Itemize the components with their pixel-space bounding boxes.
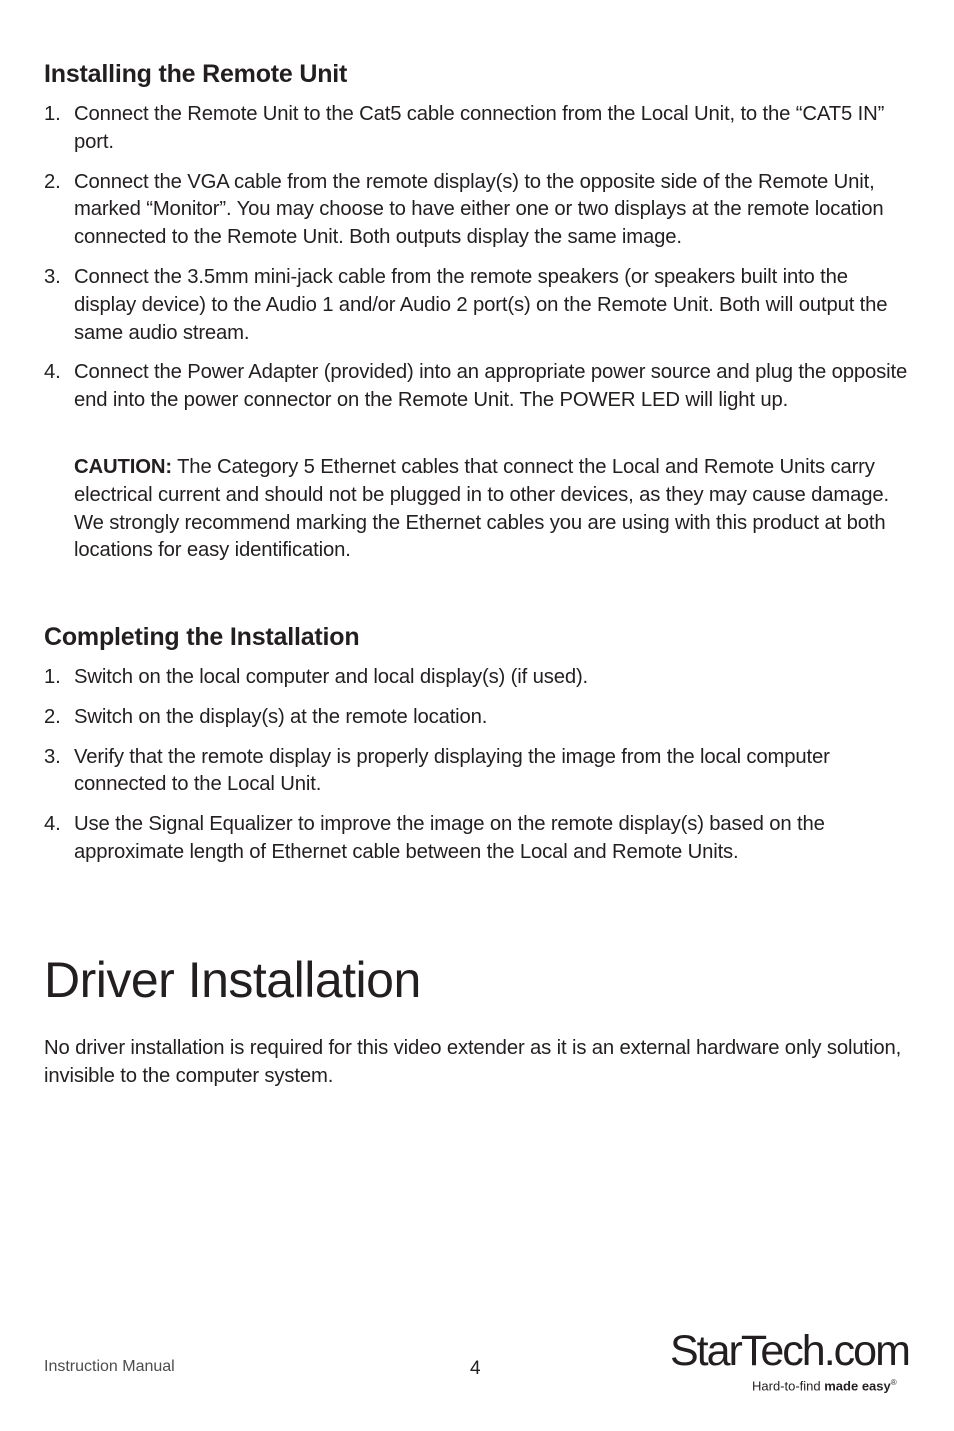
list-number: 1.: [44, 103, 61, 125]
caution-note: [74, 454, 910, 565]
driver-paragraph: No driver installation is required for this video extender as it is an external hardware only solution, invisible to the computer system.: [44, 1037, 902, 1087]
caution-text: The Category 5 Ethernet cables that connect the Local and Remote Units carry electrical current and should not be plugged in to other devices, as they may cause damage. We strongly recommend marking the Ethernet cables you are using with this product at both locations for easy identification.: [74, 456, 890, 562]
list-number: 1.: [44, 666, 61, 688]
installing-steps-list: [44, 101, 910, 427]
startech-logo: [670, 1326, 920, 1398]
caution-label: CAUTION:: [74, 456, 172, 478]
list-item: [44, 264, 910, 347]
tagline-regular: Hard-to-find: [752, 1378, 825, 1394]
completing-steps-list: [44, 664, 910, 879]
list-item: [44, 359, 910, 415]
section-heading-installing: Installing the Remote Unit: [44, 60, 348, 88]
list-number: 3.: [44, 745, 61, 768]
section-heading-completing: Completing the Installation: [44, 623, 360, 651]
list-item-text: Switch on the display(s) at the remote location.: [74, 705, 488, 728]
list-item-text: Connect the 3.5mm mini-jack cable from the remote speakers (or speakers built into the display device) to the Audio 1 and/or Audio 2 port(s) on the Remote Unit. Both will output the same audio stream.: [74, 265, 888, 344]
logo-tagline: [752, 1378, 897, 1393]
list-item: [44, 744, 910, 800]
list-item-text: Use the Signal Equalizer to improve the image on the remote display(s) based on the approximate length of Ethernet cable between the Local and Remote Units.: [74, 813, 825, 863]
list-item: [44, 811, 910, 867]
list-number: 4.: [44, 813, 61, 836]
tagline-bold: made easy: [824, 1378, 891, 1394]
list-number: 2.: [44, 705, 61, 728]
list-item: [44, 664, 910, 692]
list-item: [44, 169, 910, 252]
page-title: Driver Installation: [44, 952, 421, 1008]
list-number: 3.: [44, 265, 61, 288]
registered-mark: ®: [890, 1378, 897, 1387]
logo-brand: StarTech: [670, 1327, 824, 1375]
list-number: 4.: [44, 361, 61, 384]
list-item: [44, 101, 910, 157]
list-item-text: Switch on the local computer and local display(s) (if used).: [74, 666, 589, 688]
list-item: [44, 704, 910, 732]
list-item-text: Connect the Power Adapter (provided) into an appropriate power source and plug the opposite end into the power connector on the Remote Unit. The POWER LED will light up.: [74, 361, 908, 412]
footer-label: Instruction Manual: [44, 1358, 175, 1375]
logo-wordmark: [670, 1326, 909, 1376]
list-item-text: Connect the Remote Unit to the Cat5 cable connection from the Local Unit, to the “CAT5 IN” port.: [74, 103, 885, 153]
page-number: 4: [470, 1358, 481, 1379]
list-item-text: Verify that the remote display is properly displaying the image from the local computer connected to the Local Unit.: [74, 745, 830, 796]
list-number: 2.: [44, 170, 61, 193]
list-item-text: Connect the VGA cable from the remote display(s) to the opposite side of the Remote Unit, marked “Monitor”. You may choose to have either one or two displays at the remote location connected to the Remote Unit. Both outputs display the same image.: [74, 170, 884, 249]
logo-domain: .com: [823, 1327, 909, 1375]
